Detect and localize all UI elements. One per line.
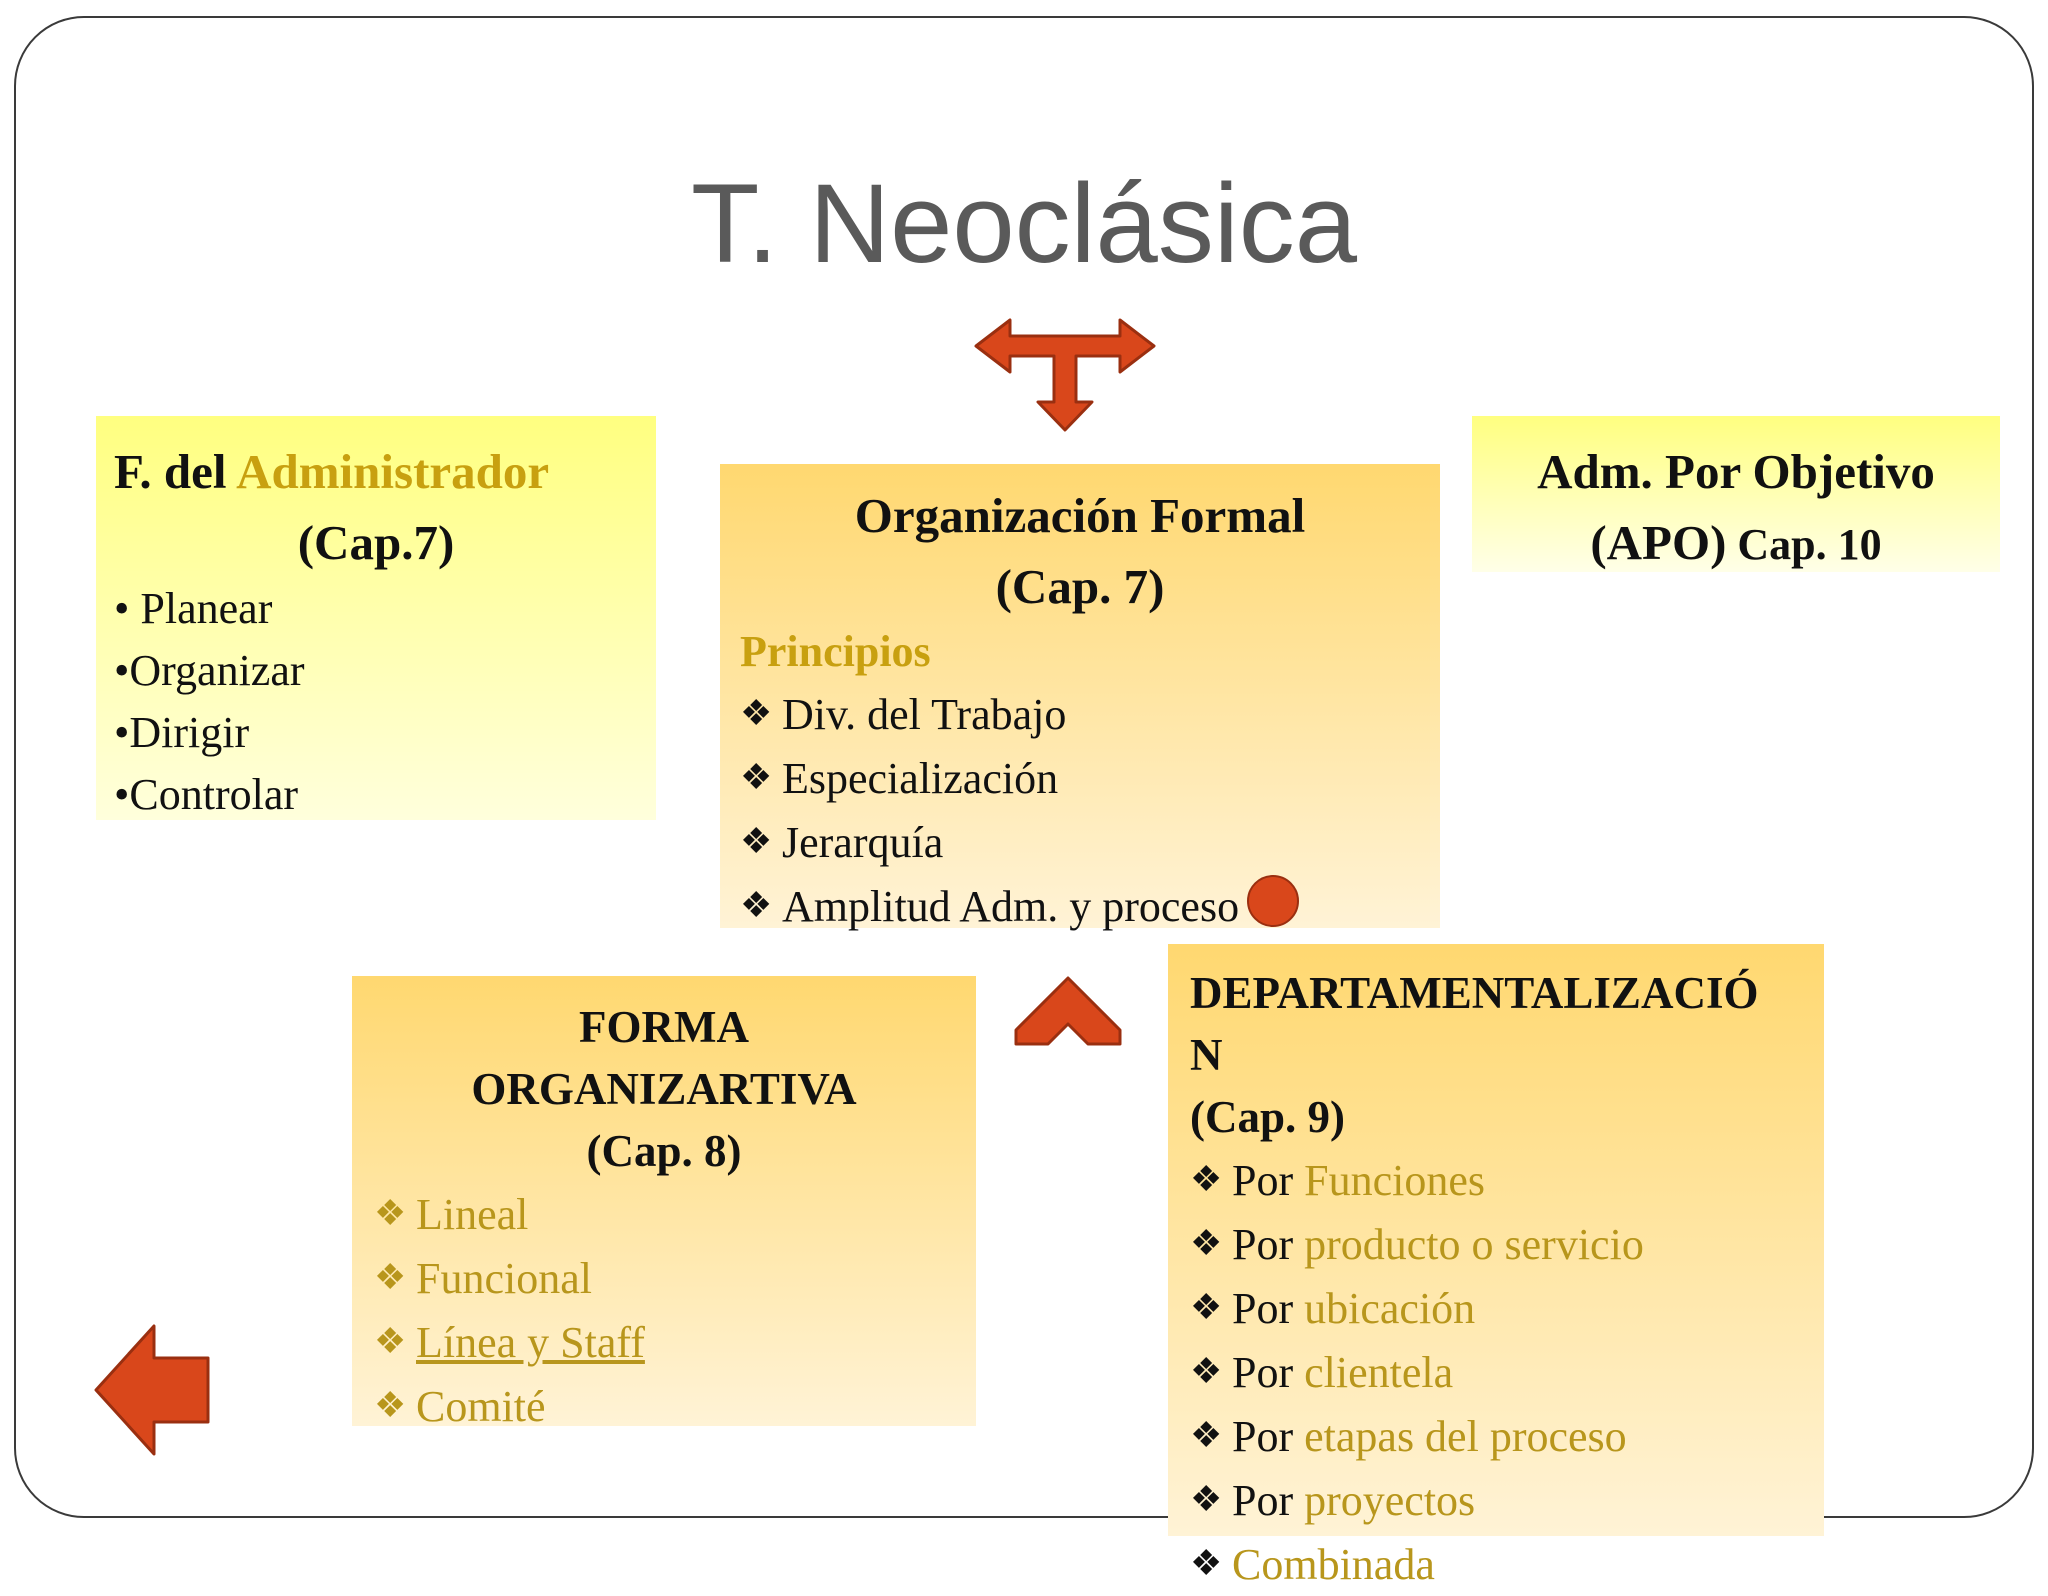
departamento-item-cut bbox=[1190, 1532, 1802, 1596]
principio-item bbox=[740, 682, 1420, 746]
departamentalizacion-heading-line2: N bbox=[1190, 1030, 1223, 1080]
departamento-item bbox=[1190, 1212, 1802, 1276]
forma-item bbox=[374, 1310, 954, 1374]
forma-heading-line1: FORMA bbox=[579, 1002, 749, 1052]
principio-label: Div. del Trabajo bbox=[782, 690, 1067, 739]
administrador-item-dirigir: •Dirigir bbox=[114, 708, 250, 757]
principio-label: Jerarquía bbox=[782, 818, 944, 867]
principio-label: Especialización bbox=[782, 754, 1059, 803]
forma-item bbox=[374, 1182, 954, 1246]
diamond-bullet-icon: ❖ bbox=[740, 757, 773, 797]
principio-item bbox=[740, 746, 1420, 810]
apo-box bbox=[1472, 416, 2000, 572]
organizacion-chapter: (Cap. 7) bbox=[995, 559, 1165, 614]
t-arrow-icon bbox=[974, 316, 1156, 434]
diamond-bullet-icon: ❖ bbox=[740, 693, 773, 733]
forma-item-label: Funcional bbox=[416, 1254, 592, 1303]
principio-item bbox=[740, 874, 1420, 938]
forma-item-label: Lineal bbox=[416, 1190, 529, 1239]
diamond-bullet-icon: ❖ bbox=[1190, 1159, 1223, 1199]
administrador-chapter: (Cap.7) bbox=[297, 515, 455, 570]
principio-item bbox=[740, 810, 1420, 874]
linea-staff-link[interactable]: Línea y Staff bbox=[416, 1318, 645, 1367]
administrador-heading-prefix: F. del bbox=[114, 444, 237, 499]
diamond-bullet-icon: ❖ bbox=[740, 821, 773, 861]
chevron-up-arrow-icon bbox=[1014, 976, 1122, 1046]
departamento-label: etapas del proceso bbox=[1304, 1412, 1627, 1461]
administrador-box bbox=[96, 416, 656, 820]
forma-chapter: (Cap. 8) bbox=[586, 1126, 742, 1176]
slide-title: T. Neoclásica bbox=[690, 161, 1358, 286]
departamento-item bbox=[1190, 1468, 1802, 1532]
por-prefix: Por bbox=[1232, 1412, 1305, 1461]
por-prefix: Por bbox=[1232, 1476, 1305, 1525]
por-prefix: Por bbox=[1232, 1156, 1305, 1205]
action-button-dot[interactable] bbox=[1247, 875, 1299, 927]
organizacion-heading: Organización Formal bbox=[854, 488, 1306, 543]
apo-chapter: Cap. 10 bbox=[1726, 520, 1882, 569]
forma-organizartiva-box bbox=[352, 976, 976, 1431]
administrador-item-organizar: •Organizar bbox=[114, 646, 305, 695]
departamento-item bbox=[1190, 1404, 1802, 1468]
departamento-label: Funciones bbox=[1304, 1156, 1486, 1205]
apo-subheading bbox=[1482, 507, 1990, 580]
departamentalizacion-box bbox=[1168, 944, 1824, 1589]
diamond-bullet-icon: ❖ bbox=[1190, 1351, 1223, 1391]
organizacion-formal-box bbox=[720, 464, 1440, 931]
back-arrow-icon[interactable] bbox=[92, 1322, 212, 1458]
diamond-bullet-icon: ❖ bbox=[374, 1257, 407, 1297]
diamond-bullet-icon: ❖ bbox=[1190, 1223, 1223, 1263]
departamento-label: Combinada bbox=[1232, 1540, 1435, 1589]
forma-item bbox=[374, 1246, 954, 1310]
departamento-item bbox=[1190, 1340, 1802, 1404]
forma-heading-line2: ORGANIZARTIVA bbox=[471, 1064, 857, 1114]
departamento-item bbox=[1190, 1276, 1802, 1340]
diamond-bullet-icon: ❖ bbox=[740, 885, 773, 925]
principio-label: Amplitud Adm. y proceso bbox=[782, 882, 1240, 931]
diamond-bullet-icon: ❖ bbox=[1190, 1479, 1223, 1519]
por-prefix: Por bbox=[1232, 1348, 1305, 1397]
departamento-label: clientela bbox=[1304, 1348, 1454, 1397]
administrador-heading-accent: Administrador bbox=[236, 444, 550, 499]
diamond-bullet-icon: ❖ bbox=[374, 1385, 407, 1425]
por-prefix: Por bbox=[1232, 1220, 1305, 1269]
principios-subheading: Principios bbox=[740, 627, 931, 676]
diamond-bullet-icon: ❖ bbox=[1190, 1287, 1223, 1327]
por-prefix: Por bbox=[1232, 1284, 1305, 1333]
diamond-bullet-icon: ❖ bbox=[1190, 1415, 1223, 1455]
departamento-label: producto o servicio bbox=[1304, 1220, 1644, 1269]
administrador-item-controlar: •Controlar bbox=[114, 770, 299, 819]
departamentalizacion-chapter: (Cap. 9) bbox=[1190, 1092, 1345, 1142]
departamento-label: proyectos bbox=[1304, 1476, 1476, 1525]
apo-acronym: (APO) bbox=[1590, 515, 1727, 570]
administrador-item-planear: • Planear bbox=[114, 584, 273, 633]
diamond-bullet-icon: ❖ bbox=[374, 1193, 407, 1233]
forma-item-label: Comité bbox=[416, 1382, 546, 1431]
diamond-bullet-icon: ❖ bbox=[374, 1321, 407, 1361]
departamento-label: ubicación bbox=[1304, 1284, 1476, 1333]
forma-item bbox=[374, 1374, 954, 1438]
diamond-bullet-icon: ❖ bbox=[1190, 1543, 1223, 1583]
departamento-item bbox=[1190, 1148, 1802, 1212]
apo-heading: Adm. Por Objetivo bbox=[1537, 444, 1935, 499]
departamentalizacion-heading-line1: DEPARTAMENTALIZACIÓ bbox=[1190, 968, 1759, 1018]
administrador-heading bbox=[114, 436, 638, 507]
